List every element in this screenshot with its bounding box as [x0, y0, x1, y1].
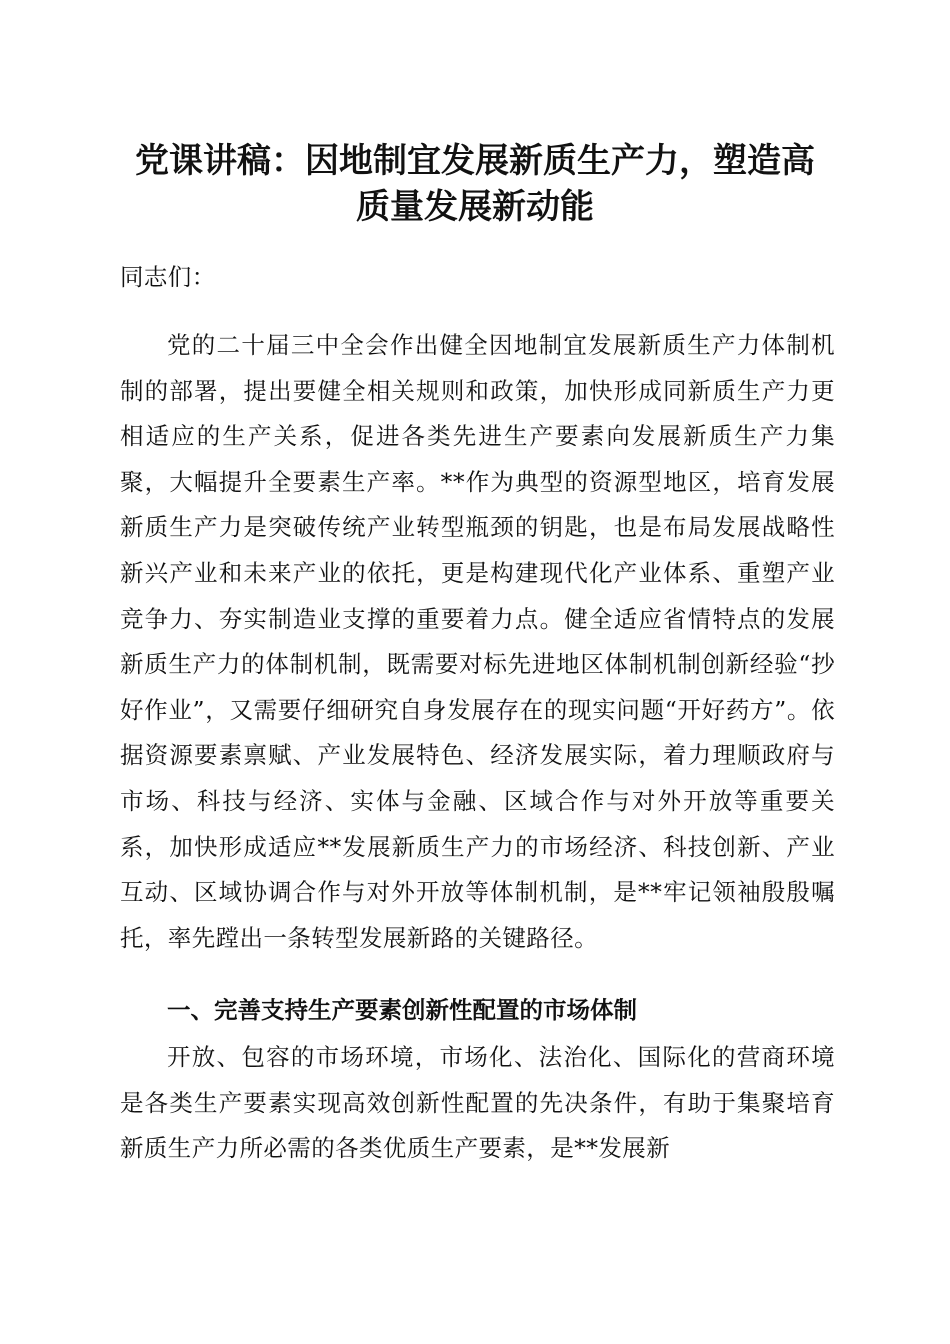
document-title-line-2: 质量发展新动能 [356, 187, 594, 227]
document-title-line-1: 党课讲稿：因地制宜发展新质生产力，塑造高 [135, 141, 815, 181]
greeting: 同志们： [120, 263, 216, 291]
section-heading-1: 一、完善支持生产要素创新性配置的市场体制 [167, 996, 637, 1024]
paragraph-intro: 党的二十届三中全会作出健全因地制宜发展新质生产力体制机制的部署，提出要健全相关规则和政策，加快形成同新质生产力更相适应的生产关系，促进各类先进生产要素向发展新质生产力集聚，大幅提升全要素生产率。**作为典型的资源型地区，培育发展新质生产力是突破传统产业转型瓶颈的钥匙，也是布局发展战略性新兴产业和未来产业的依托，更是构建现代化产业体系、重塑产业竞争力、夯实制造业支撑的重要着力点。健全适应省情特点的发展新质生产力的体制机制，既需要对标先进地区体制机制创新经验“抄好作业”，又需要仔细研究自身发展存在的现实问题“开好药方”。依据资源要素禀赋、产业发展特色、经济发展实际，着力理顺政府与市场、科技与经济、实体与金融、区域合作与对外开放等重要关系，加快形成适应**发展新质生产力的市场经济、科技创新、产业互动、区域协调合作与对外开放等体制机制，是**牢记领袖殷殷嘱托，率先蹚出一条转型发展新路的关键路径。 [120, 331, 835, 952]
paragraph-section-1: 开放、包容的市场环境，市场化、法治化、国际化的营商环境是各类生产要素实现高效创新性配置的先决条件，有助于集聚培育新质生产力所必需的各类优质生产要素，是**发展新 [120, 1043, 835, 1163]
